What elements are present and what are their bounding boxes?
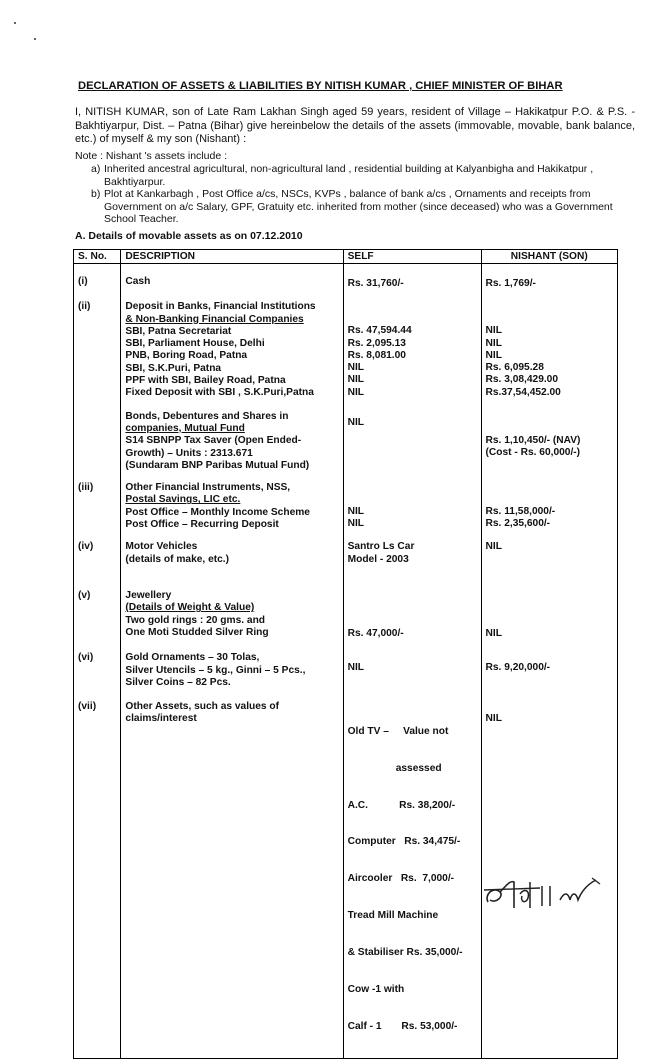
self-cell bbox=[343, 640, 481, 689]
handwritten-signature bbox=[480, 868, 610, 916]
table-row bbox=[74, 264, 618, 291]
self-value: Rs. 8,081.00 bbox=[347, 349, 406, 361]
document-title: DECLARATION OF ASSETS & LIABILITIES BY NITISH KUMAR , CHIEF MINISTER OF BIHAR bbox=[78, 80, 563, 92]
desc-line: PNB, Boring Road, Patna bbox=[125, 350, 248, 362]
self-value: Rs. 47,000/- bbox=[347, 627, 404, 639]
desc-line: claims/interest bbox=[125, 713, 197, 725]
desc-heading: & Non-Banking Financial Companies bbox=[125, 313, 304, 325]
son-cell bbox=[481, 640, 617, 689]
table-row bbox=[74, 400, 618, 472]
desc-cell bbox=[121, 640, 343, 689]
desc-cell bbox=[121, 400, 343, 472]
self-value: Tread Mill Machine bbox=[347, 910, 439, 922]
desc-heading: Deposit in Banks, Financial Institutions bbox=[125, 301, 316, 313]
header-description: DESCRIPTION bbox=[121, 250, 343, 264]
son-value: Rs. 1,769/- bbox=[485, 278, 536, 289]
son-value: Rs. 1,10,450/- (NAV) bbox=[485, 434, 581, 446]
table-row bbox=[74, 566, 618, 640]
son-value: Rs. 6,095.28 bbox=[485, 362, 544, 374]
desc-heading: Bonds, Debentures and Shares in bbox=[125, 410, 289, 422]
self-value: assessed bbox=[347, 762, 442, 774]
desc-line: Fixed Deposit with SBI , S.K.Puri,Patna bbox=[125, 387, 314, 399]
self-value: Aircooler Rs. 7,000/- bbox=[347, 873, 455, 885]
desc-heading: Postal Savings, LIC etc. bbox=[125, 494, 241, 506]
sno-cell bbox=[74, 400, 121, 472]
son-value: NIL bbox=[485, 541, 502, 553]
desc-heading: Jewellery bbox=[125, 589, 172, 601]
desc-line: (details of make, etc.) bbox=[125, 553, 230, 565]
self-value: Cow -1 with bbox=[347, 983, 405, 995]
son-value: (Cost - Rs. 60,000/-) bbox=[485, 446, 581, 458]
scan-speck bbox=[34, 38, 36, 40]
desc-line: SBI, Patna Secretariat bbox=[125, 325, 232, 337]
sno-cell: (vi) bbox=[74, 640, 121, 689]
son-value: NIL bbox=[485, 325, 502, 337]
self-cell bbox=[343, 472, 481, 531]
self-value: NIL bbox=[347, 518, 365, 530]
desc-line: SBI, S.K.Puri, Patna bbox=[125, 362, 222, 374]
desc-heading: companies, Mutual Fund bbox=[125, 422, 245, 434]
desc-line: Silver Utencils – 5 kg., Ginni – 5 Pcs., bbox=[125, 664, 306, 676]
desc-line: Post Office – Recurring Deposit bbox=[125, 519, 279, 531]
son-value: Rs. 9,20,000/- bbox=[485, 662, 551, 674]
desc-heading: (Details of Weight & Value) bbox=[125, 602, 255, 614]
self-value: Rs. 47,594.44 bbox=[347, 325, 412, 337]
son-value: Rs. 3,08,429.00 bbox=[485, 374, 559, 386]
son-cell bbox=[481, 400, 617, 472]
self-value: Calf - 1 Rs. 53,000/- bbox=[347, 1020, 458, 1032]
desc-cell bbox=[121, 290, 343, 399]
self-value: Computer Rs. 34,475/- bbox=[347, 836, 461, 848]
note-label: b) bbox=[91, 188, 101, 200]
desc-line: Silver Coins – 82 Pcs. bbox=[125, 676, 231, 688]
son-cell bbox=[481, 531, 617, 566]
self-value: NIL bbox=[347, 386, 365, 398]
desc-cell bbox=[121, 566, 343, 640]
desc-cell bbox=[121, 689, 343, 1058]
self-value: NIL bbox=[347, 662, 365, 674]
desc-cell bbox=[121, 264, 343, 291]
self-value: Santro Ls Car bbox=[347, 541, 415, 553]
desc-line: SBI, Parliament House, Delhi bbox=[125, 338, 265, 350]
assets-table bbox=[73, 249, 618, 1059]
sno-cell: (i) bbox=[74, 264, 121, 291]
son-cell bbox=[481, 566, 617, 640]
desc-line: Gold Ornaments – 30 Tolas, bbox=[125, 652, 260, 664]
son-value: Rs. 11,58,000/- bbox=[485, 506, 556, 518]
son-value: NIL bbox=[485, 713, 502, 725]
desc-line: Post Office – Monthly Income Scheme bbox=[125, 506, 310, 518]
note-heading: Note : Nishant 's assets include : bbox=[75, 150, 227, 162]
note-label: a) bbox=[91, 163, 101, 175]
header-sno: S. No. bbox=[74, 250, 121, 264]
self-cell bbox=[343, 264, 481, 291]
self-value: NIL bbox=[347, 506, 365, 518]
table-header-row bbox=[74, 250, 618, 264]
table-row bbox=[74, 472, 618, 531]
desc-cell bbox=[121, 531, 343, 566]
desc-line: Two gold rings : 20 gms. and bbox=[125, 614, 266, 626]
self-value: A.C. Rs. 38,200/- bbox=[347, 799, 456, 811]
self-value: & Stabiliser Rs. 35,000/- bbox=[347, 947, 463, 959]
son-value: Rs.37,54,452.00 bbox=[485, 386, 561, 398]
sno-cell: (iii) bbox=[74, 472, 121, 531]
header-son: NISHANT (SON) bbox=[481, 250, 617, 264]
self-value: NIL bbox=[347, 416, 365, 428]
self-cell bbox=[343, 400, 481, 472]
section-a-heading: A. Details of movable assets as on 07.12.2010 bbox=[75, 230, 303, 242]
self-value: NIL bbox=[347, 362, 365, 374]
self-value: Rs. 2,095.13 bbox=[347, 337, 406, 349]
sno-cell: (vii) bbox=[74, 689, 121, 1058]
son-cell bbox=[481, 264, 617, 291]
desc-line: Other Assets, such as values of bbox=[125, 701, 280, 713]
intro-paragraph: I, NITISH KUMAR, son of Late Ram Lakhan Singh aged 59 years, resident of Village – Hakikatpur P.O. & P.S. - Bakhtiyarpur, Dist. – Patna (Bihar) give hereinbelow the details of the assets (immovable, movable, bank balance, etc.) of myself & my son (Nishant) : bbox=[75, 106, 635, 146]
sno-cell: (ii) bbox=[74, 290, 121, 399]
header-self: SELF bbox=[343, 250, 481, 264]
desc-line: S14 SBNPP Tax Saver (Open Ended- bbox=[125, 435, 302, 447]
desc-line: Growth) – Units : 2313.671 bbox=[125, 447, 253, 459]
self-value: Old TV – Value not bbox=[347, 725, 449, 737]
son-cell bbox=[481, 290, 617, 399]
self-cell bbox=[343, 531, 481, 566]
sno-cell: (v) bbox=[74, 566, 121, 640]
scan-speck bbox=[14, 22, 16, 24]
desc-line: Cash bbox=[125, 276, 151, 287]
desc-cell bbox=[121, 472, 343, 531]
self-cell bbox=[343, 689, 481, 1058]
son-value: Rs. 2,35,600/- bbox=[485, 518, 551, 530]
note-text: Plot at Kankarbagh , Post Office a/cs, NSCs, KVPs , balance of bank a/cs , Ornaments and receipts from Government on a/c Salary, GPF, Gratuity etc. inherited from mother (since deceased) who was a Government School Teacher. bbox=[104, 188, 613, 225]
son-value: NIL bbox=[485, 627, 502, 639]
self-value: Rs. 31,760/- bbox=[347, 278, 404, 289]
note-item-a bbox=[91, 163, 636, 188]
table-row bbox=[74, 531, 618, 566]
desc-heading: Other Financial Instruments, NSS, bbox=[125, 482, 291, 494]
self-value: NIL bbox=[347, 374, 365, 386]
self-cell bbox=[343, 290, 481, 399]
self-cell bbox=[343, 566, 481, 640]
desc-line: Motor Vehicles bbox=[125, 541, 198, 553]
self-value: Model - 2003 bbox=[347, 553, 409, 565]
table-row bbox=[74, 290, 618, 399]
son-value: NIL bbox=[485, 349, 502, 361]
desc-line: PPF with SBI, Bailey Road, Patna bbox=[125, 375, 286, 387]
desc-line: (Sundaram BNP Paribas Mutual Fund) bbox=[125, 459, 310, 471]
son-cell bbox=[481, 472, 617, 531]
desc-line: One Moti Studded Silver Ring bbox=[125, 626, 269, 638]
note-text: Inherited ancestral agricultural, non-agricultural land , residential building at Kalyanbigha and Hakikatpur , Bakhtiyarpur. bbox=[104, 163, 594, 188]
note-item-b bbox=[91, 188, 636, 226]
sno-cell: (iv) bbox=[74, 531, 121, 566]
table-row bbox=[74, 640, 618, 689]
son-value: NIL bbox=[485, 337, 502, 349]
